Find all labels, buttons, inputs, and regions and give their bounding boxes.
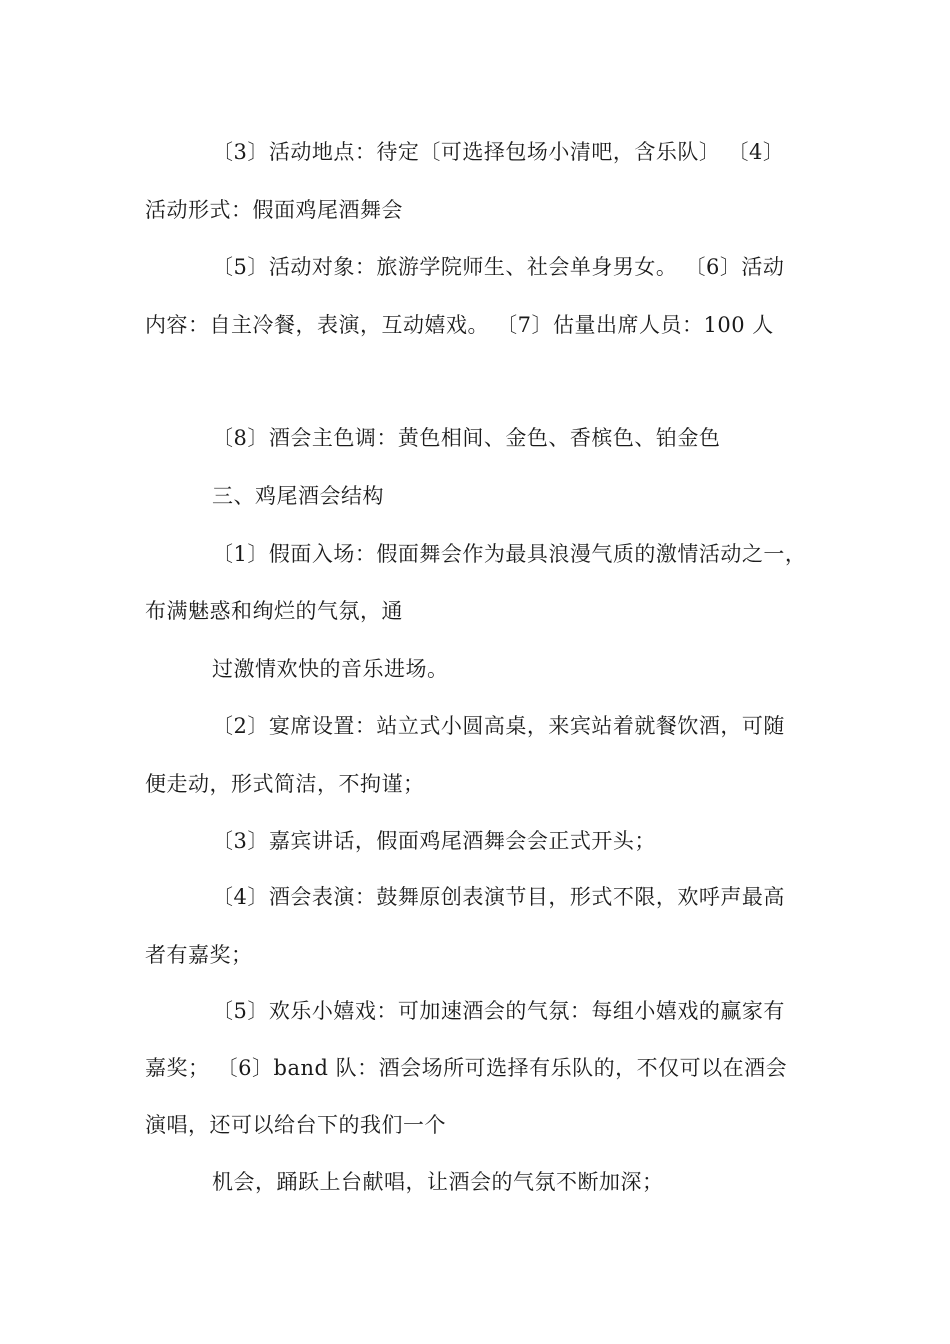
section-heading: 三、鸡尾酒会结构 [212, 484, 384, 508]
text-line: 演唱，还可以给台下的我们一个 [145, 1113, 446, 1137]
text-line: 便走动，形式简洁，不拘谨； [145, 772, 425, 796]
text-line: 〔4〕酒会表演：鼓舞原创表演节目，形式不限，欢呼声最高 [212, 885, 785, 909]
text-line: 机会，踊跃上台献唱，让酒会的气氛不断加深； [212, 1170, 664, 1194]
text-line: 过激情欢快的音乐进场。 [212, 657, 449, 681]
text-line: 〔3〕嘉宾讲话，假面鸡尾酒舞会会正式开头； [212, 829, 656, 853]
text-line: 〔5〕欢乐小嬉戏：可加速酒会的气氛：每组小嬉戏的赢家有 [212, 999, 785, 1023]
text-line: 嘉奖； 〔6〕band 队：酒会场所可选择有乐队的，不仅可以在酒会 [145, 1056, 788, 1080]
text-line: 内容：自主冷餐，表演，互动嬉戏。 〔7〕估量出席人员：100 人 [145, 313, 774, 337]
text-line: 活动形式：假面鸡尾酒舞会 [145, 198, 403, 222]
text-line: 〔8〕酒会主色调：黄色相间、金色、香槟色、铂金色 [212, 426, 721, 450]
text-line: 〔5〕活动对象：旅游学院师生、社会单身男女。 〔6〕活动 [212, 255, 785, 279]
text-line: 布满魅惑和绚烂的气氛，通 [145, 599, 403, 623]
text-line: 〔1〕假面入场：假面舞会作为最具浪漫气质的激情活动之一， [212, 542, 807, 566]
text-line: 〔2〕宴席设置：站立式小圆高桌，来宾站着就餐饮酒，可随 [212, 714, 785, 738]
text-line: 〔3〕活动地点：待定〔可选择包场小清吧，含乐队〕 〔4〕 [212, 140, 785, 164]
text-line: 者有嘉奖； [145, 943, 253, 967]
